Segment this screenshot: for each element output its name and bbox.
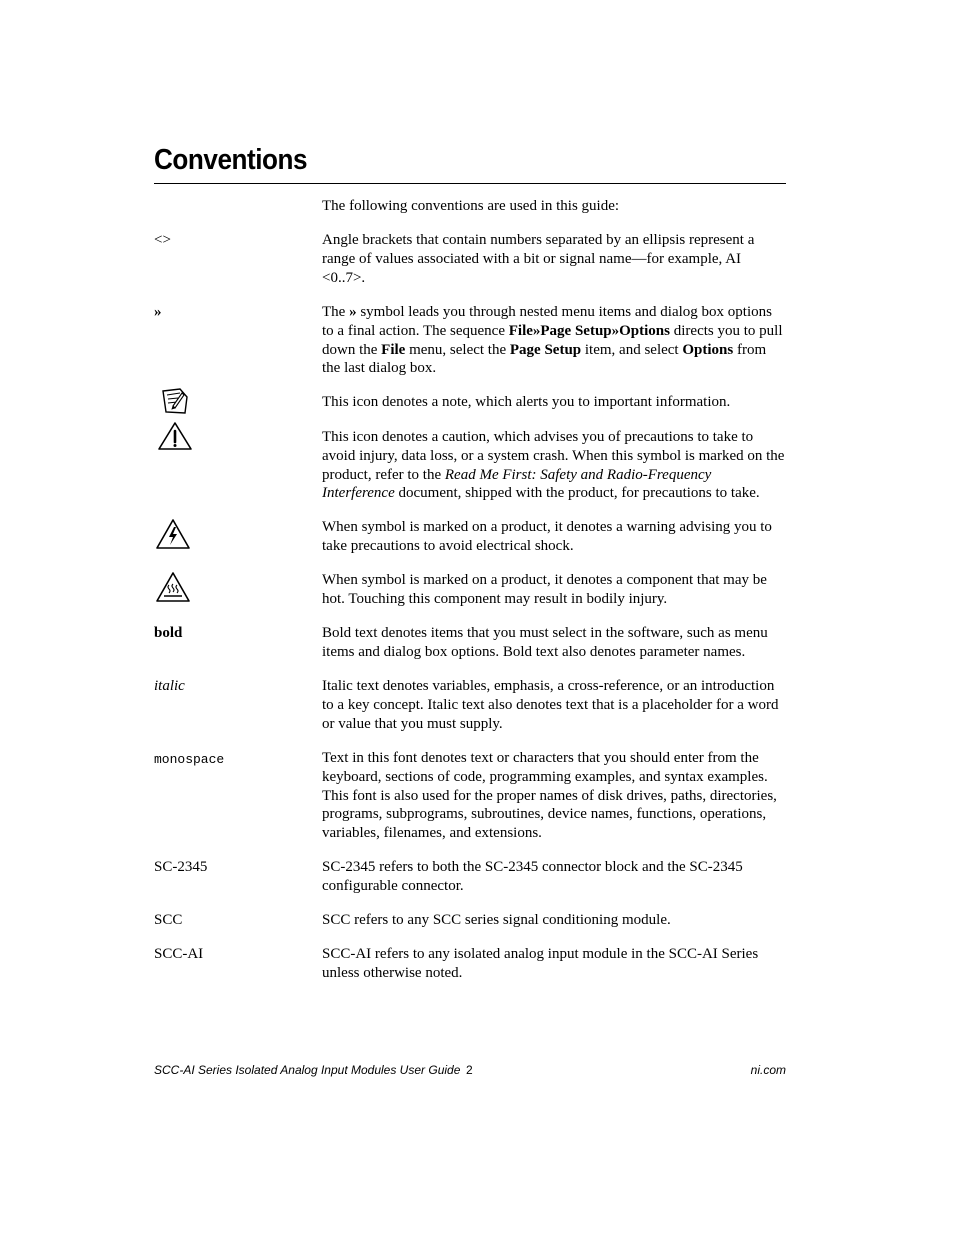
- desc-scc: SCC refers to any SCC series signal conditioning module.: [322, 912, 671, 928]
- desc-sc-2345: SC-2345 refers to both the SC-2345 connector block and the SC-2345 configurable connector.: [322, 859, 743, 894]
- desc-angle-brackets: Angle brackets that contain numbers separated by an ellipsis represent a range of values associated with a bit or signal name—for example, AI <0..7>.: [322, 232, 755, 286]
- note-icon: [160, 387, 190, 420]
- term-menu-chevron: »: [154, 304, 162, 320]
- footer-page-number: 2: [466, 1063, 473, 1077]
- footer-doc-title: SCC-AI Series Isolated Analog Input Modules User Guide: [154, 1063, 461, 1077]
- footer-site-link[interactable]: ni.com: [750, 1063, 786, 1077]
- electrical-shock-warning-icon: [155, 518, 191, 555]
- caution-icon: [157, 421, 193, 456]
- desc-hot-surface: When symbol is marked on a product, it denotes a component that may be hot. Touching this component may result in bodily injury.: [322, 572, 767, 607]
- page-title: Conventions: [154, 144, 308, 176]
- term-italic: italic: [154, 678, 185, 694]
- desc-note: This icon denotes a note, which alerts you to important information.: [322, 394, 731, 410]
- desc-bold: Bold text denotes items that you must select in the software, such as menu items and dialog box options. Bold text also denotes parameter names.: [322, 625, 768, 660]
- term-sc-2345: SC-2345: [154, 859, 208, 875]
- desc-scc-ai: SCC-AI refers to any isolated analog input module in the SCC-AI Series unless otherwise noted.: [322, 946, 759, 981]
- desc-menu-chevron: The » symbol leads you through nested menu items and dialog box options to a final action. The sequence File»Page Setup»Options directs you to pull down the File menu, select the Page Setup item, and select Options from the last dialog box.: [322, 304, 783, 377]
- term-scc-ai: SCC-AI: [154, 946, 204, 962]
- desc-caution: This icon denotes a caution, which advises you of precautions to take to avoid injury, data loss, or a system crash. When this symbol is marked on the product, refer to the Read Me First: Safety and Radio-Frequency Interference document, shipped with the product, for precautions to take.: [322, 429, 785, 502]
- term-bold: bold: [154, 625, 183, 641]
- hot-surface-warning-icon: [155, 571, 191, 608]
- term-angle-brackets: <>: [154, 232, 171, 248]
- desc-electrical-shock: When symbol is marked on a product, it denotes a warning advising you to take precautions to avoid electrical shock.: [322, 519, 772, 554]
- term-scc: SCC: [154, 912, 183, 928]
- desc-monospace: Text in this font denotes text or characters that you should enter from the keyboard, sections of code, programming examples, and syntax examples. This font is also used for the proper names of disk drives, paths, directories, programs, subprograms, subroutines, device names, functions, operations, variables, filenames, and extensions.: [322, 750, 777, 842]
- intro-text: The following conventions are used in this guide:: [322, 198, 620, 214]
- title-rule: [154, 183, 786, 184]
- term-monospace: monospace: [154, 752, 225, 767]
- desc-italic: Italic text denotes variables, emphasis, a cross-reference, or an introduction to a key concept. Italic text also denotes text that is a placeholder for a word or value that you must supply.: [322, 678, 779, 732]
